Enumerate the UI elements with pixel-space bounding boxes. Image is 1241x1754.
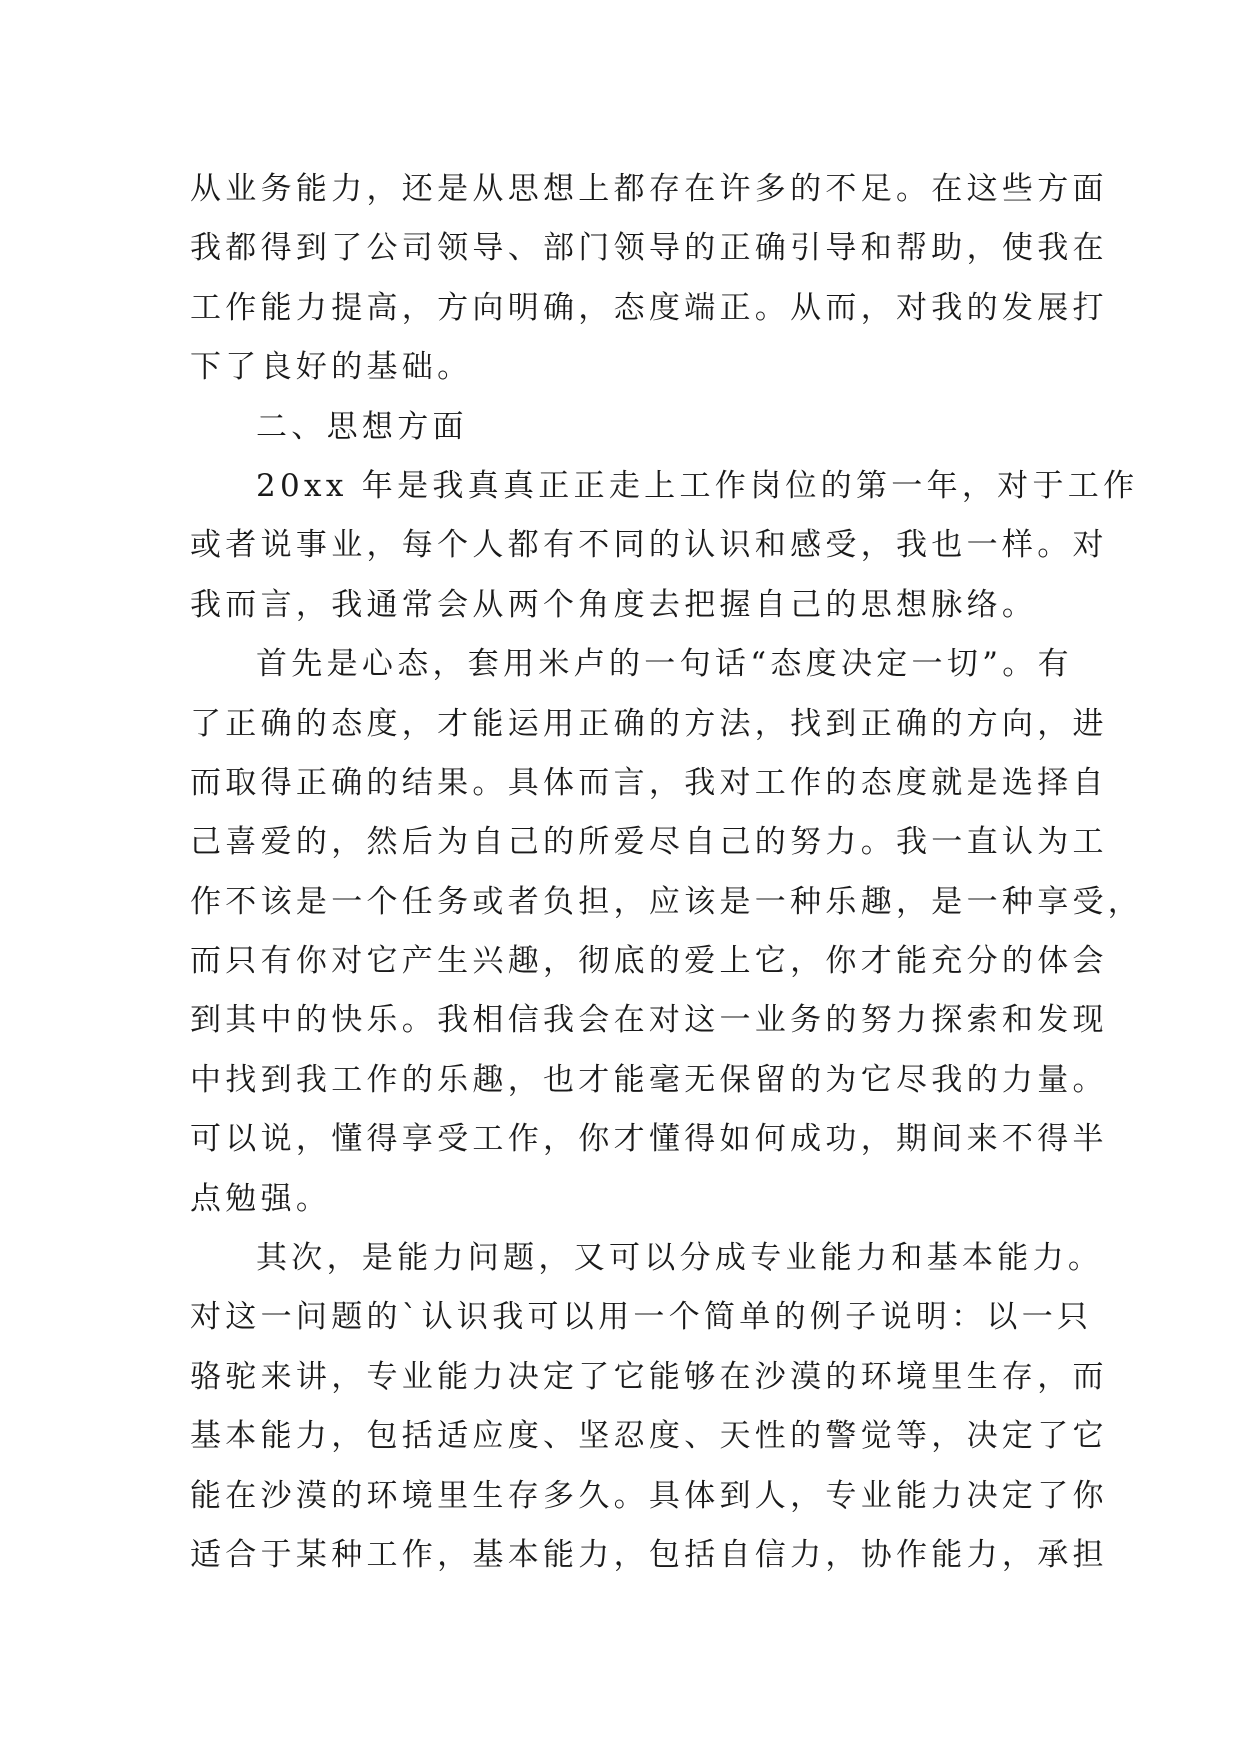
text-line: 能在沙漠的环境里生存多久。具体到人，专业能力决定了你	[190, 1477, 1108, 1514]
text-line: 点勉强。	[190, 1180, 332, 1217]
text-line: 我都得到了公司领导、部门领导的正确引导和帮助，使我在	[190, 230, 1108, 267]
text-line: 骆驼来讲，专业能力决定了它能够在沙漠的环境里生存，而	[190, 1358, 1108, 1395]
text-line: 作不该是一个任务或者负担，应该是一种乐趣，是一种享受，	[190, 883, 1144, 920]
text-line: 己喜爱的，然后为自己的所爱尽自己的努力。我一直认为工	[190, 824, 1108, 861]
text-line: 可以说，懂得享受工作，你才懂得如何成功，期间来不得半	[190, 1121, 1108, 1158]
text-line: 对这一问题的`认识我可以用一个简单的例子说明：以一只	[190, 1299, 1093, 1336]
text-line: 中找到我工作的乐趣，也才能毫无保留的为它尽我的力量。	[190, 1061, 1108, 1098]
text-line: 工作能力提高，方向明确，态度端正。从而，对我的发展打	[190, 289, 1108, 326]
text-line: 基本能力，包括适应度、坚忍度、天性的警觉等，决定了它	[190, 1418, 1108, 1455]
text-line: 从业务能力，还是从思想上都存在许多的不足。在这些方面	[190, 171, 1108, 207]
text-line: 二、思想方面	[256, 408, 468, 445]
text-line: 了正确的态度，才能运用正确的方法，找到正确的方向，进	[190, 705, 1108, 742]
text-line: 而只有你对它产生兴趣，彻底的爱上它，你才能充分的体会	[190, 943, 1108, 980]
text-line: 到其中的快乐。我相信我会在对这一业务的努力探索和发现	[190, 1002, 1108, 1039]
text-line: 我而言，我通常会从两个角度去把握自己的思想脉络。	[190, 586, 1038, 623]
text-line: 首先是心态，套用米卢的一句话“态度决定一切”。有	[256, 646, 1073, 683]
text-line: 而取得正确的结果。具体而言，我对工作的态度就是选择自	[190, 764, 1108, 801]
text-line: 或者说事业，每个人都有不同的认识和感受，我也一样。对	[190, 527, 1108, 564]
text-line: 适合于某种工作，基本能力，包括自信力，协作能力，承担	[190, 1536, 1108, 1573]
document-body	[190, 160, 1144, 1585]
text-line: 下了良好的基础。	[190, 349, 473, 386]
text-line: 20xx 年是我真真正正走上工作岗位的第一年，对于工作	[256, 467, 1139, 504]
text-line: 其次，是能力问题，又可以分成专业能力和基本能力。	[256, 1240, 1104, 1277]
